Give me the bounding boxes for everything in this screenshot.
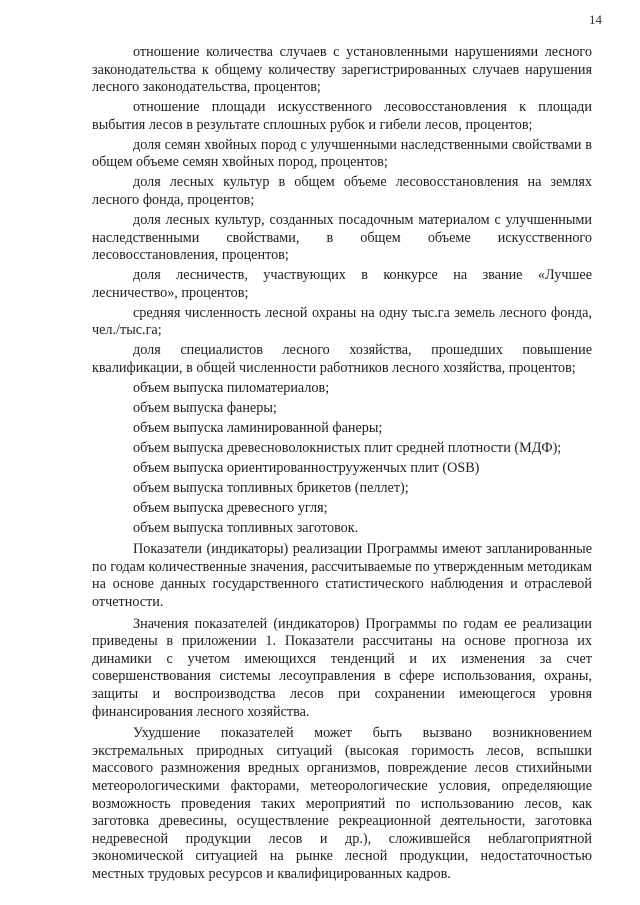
page-number: 14 xyxy=(589,12,602,27)
paragraph-indicators-values: Значения показателей (индикаторов) Программы по годам ее реализации приведены в приложении 1. Показатели рассчитаны на основе прогноза их динамики с учетом имеющихся тенденций и их изменения за счет совершенствования системы лесоуправления в сфере использования, охраны, защиты и воспроизводства лесов при сохранении имеющегося уровня финансирования лесного хозяйства. xyxy=(92,615,592,720)
paragraph-indicator-reforestation-ratio: отношение площади искусственного лесовосстановления к площади выбытия лесов в результате сплошных рубок и гибели лесов, процентов; xyxy=(92,99,592,133)
list-item-charcoal: объем выпуска древесного угля; xyxy=(133,499,328,516)
list-item-lumber: объем выпуска пиломатериалов; xyxy=(133,379,330,396)
paragraph-indicator-improved-planting: доля лесных культур, созданных посадочным материалом с улучшенными наследственными свойствами, в общем объеме искусственного лесовосстановления, процентов; xyxy=(92,211,592,264)
list-item-fuel-blanks: объем выпуска топливных заготовок. xyxy=(133,519,359,536)
paragraph-indicators-deterioration: Ухудшение показателей может быть вызвано возникновением экстремальных природных ситуаций (высокая горимость лесов, вспышки массового размножения вредных организмов, повреждение лесов стихийными метеорологическими факторами, метеорологические условия, определяющие возможность проведения таких мероприятий по использованию лесов, как заготовка древесины, осуществление рекреационной деятельности, заготовка недревесной продукции лесов и др.), сложившейся неблагоприятной экономической ситуацией на рынке лесной продукции, недостаточностью местных трудовых ресурсов и квалифицированных кадров. xyxy=(92,725,592,882)
list-item-laminated-plywood: объем выпуска ламинированной фанеры; xyxy=(133,419,383,436)
document-body xyxy=(92,44,592,884)
list-item-mdf: объем выпуска древесноволокнистых плит средней плотности (МДФ); xyxy=(133,439,562,456)
paragraph-indicator-improved-seeds: доля семян хвойных пород с улучшенными наследственными свойствами в общем объеме семян хвойных пород, процентов; xyxy=(92,136,592,171)
list-item-osb: объем выпуска ориентированнострууженчых плит (OSB) xyxy=(133,459,480,476)
list-item-plywood: объем выпуска фанеры; xyxy=(133,399,277,416)
paragraph-indicator-forest-guard: средняя численность лесной охраны на одну тыс.га земель лесного фонда, чел./тыс.га; xyxy=(92,304,592,339)
paragraph-indicator-forest-cultures: доля лесных культур в общем объеме лесовосстановления на землях лесного фонда, процентов; xyxy=(92,174,592,208)
paragraph-indicator-specialists-training: доля специалистов лесного хозяйства, прошедших повышение квалификации, в общей численности работников лесного хозяйства, процентов; xyxy=(92,342,592,376)
paragraph-indicators-planned: Показатели (индикаторы) реализации Программы имеют запланированные по годам количественные значения, рассчитываемые по утвержденным методикам на основе данных государственного статистического наблюдения и отраслевой отчетности. xyxy=(92,541,592,611)
paragraph-indicator-best-forestry: доля лесничеств, участвующих в конкурсе на звание «Лучшее лесничество», процентов; xyxy=(92,267,592,301)
list-item-pellets: объем выпуска топливных брикетов (пеллет); xyxy=(133,479,409,496)
paragraph-indicator-violations: отношение количества случаев с установленными нарушениями лесного законодательства к общему количеству зарегистрированных случаев нарушения лесного законодательства, процентов; xyxy=(92,44,592,96)
